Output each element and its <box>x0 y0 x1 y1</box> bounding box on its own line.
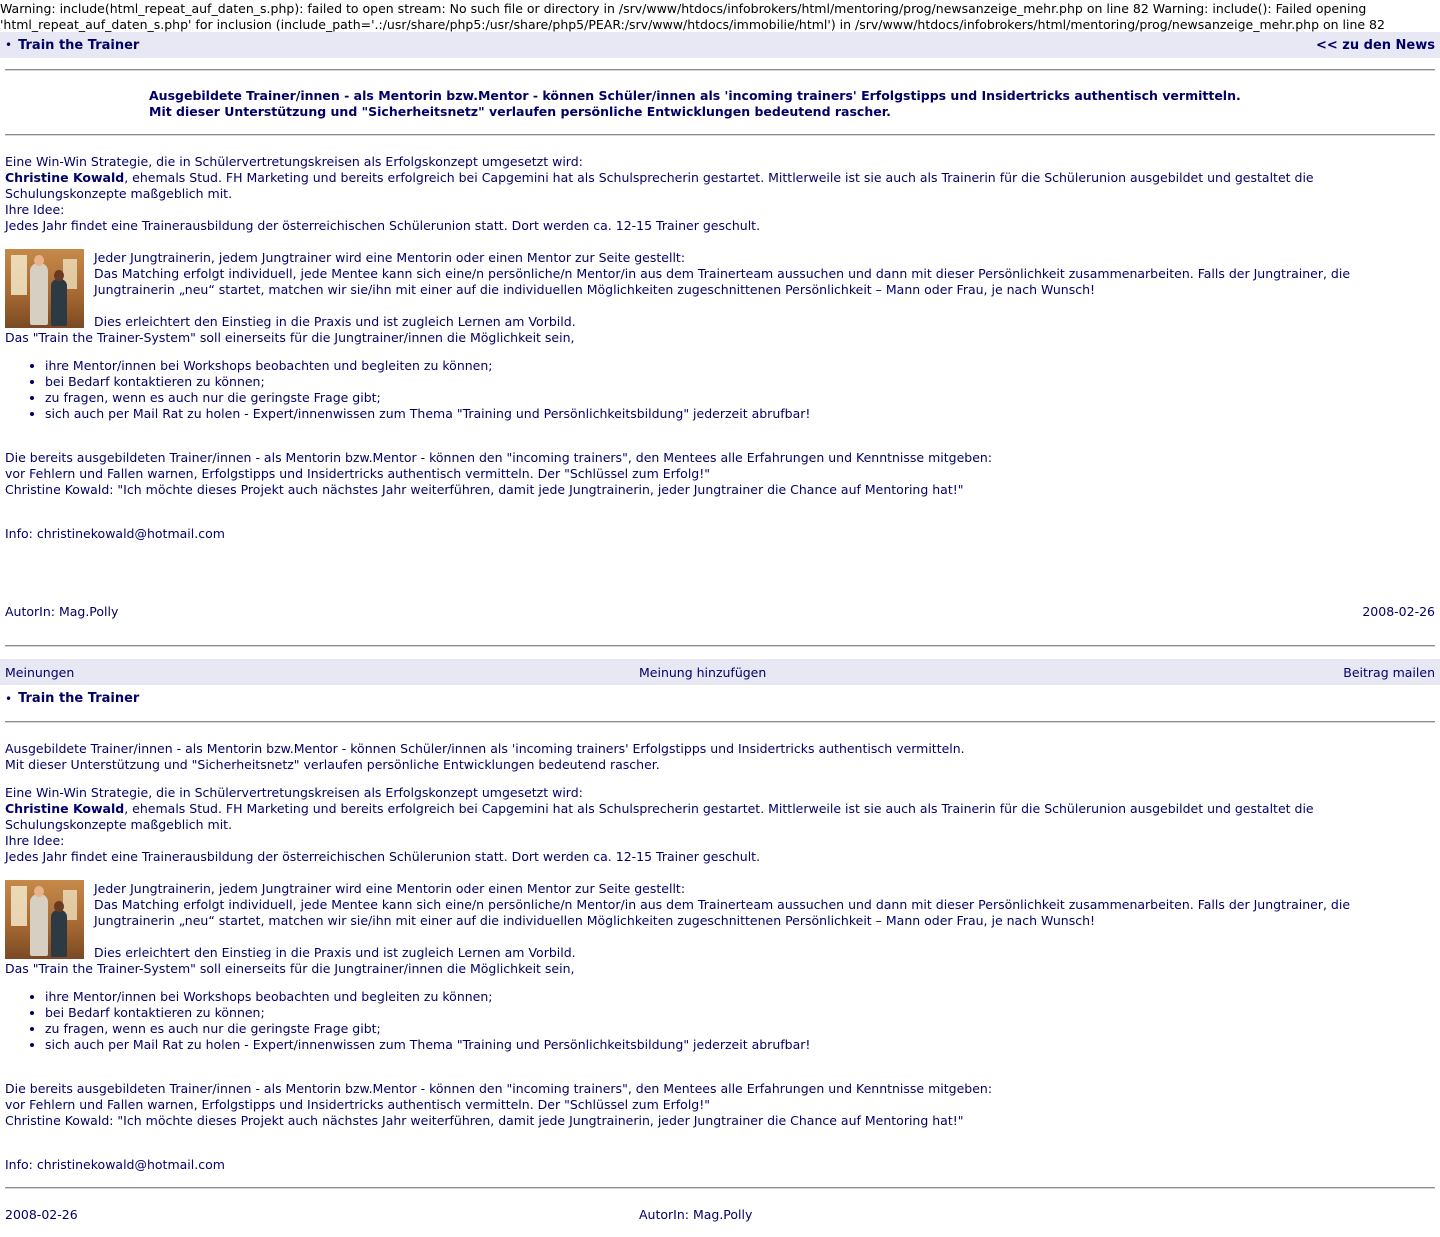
article-photo <box>5 249 84 328</box>
divider <box>5 69 1435 71</box>
lead-line-2: Mit dieser Unterstützung und "Sicherheitsnetz" verlaufen persönliche Entwicklungen bedeutend rascher. <box>5 757 660 772</box>
divider <box>5 721 1435 723</box>
article-header-bar <box>0 32 1440 58</box>
intro-text: Eine Win-Win Strategie, die in Schülervertretungskreisen als Erfolgskonzept umgesetzt wird: <box>5 154 583 169</box>
closing-text-1: Die bereits ausgebildeten Trainer/innen - als Mentorin bzw.Mentor - können den "incoming trainers", den Mentees alle Erfahrungen und Kenntnisse mitgeben: <box>5 1081 993 1096</box>
lead-line-1: Ausgebildete Trainer/innen - als Mentorin bzw.Mentor - können Schüler/innen als 'incoming trainers' Erfolgstipps und Insidertricks authentisch vermitteln. <box>149 88 1241 103</box>
lead-line-2: Mit dieser Unterstützung und "Sicherheitsnetz" verlaufen persönliche Entwicklungen bedeutend rascher. <box>149 104 891 119</box>
mail-post-link[interactable]: Beitrag mailen <box>1343 664 1435 680</box>
article-side-text <box>94 250 1434 330</box>
article-title: Train the Trainer <box>18 37 140 53</box>
divider <box>5 645 1435 647</box>
benefits-list <box>0 358 810 422</box>
article-meta <box>5 604 1435 619</box>
repeat-intro <box>5 785 1425 865</box>
idea-text: Jedes Jahr findet eine Trainerausbildung der österreichischen Schülerunion statt. Dort werden ca. 12-15 Trainer geschult. <box>5 849 761 864</box>
side-text-2: Das Matching erfolgt individuell, jede Mentee kann sich eine/n persönliche/n Mentor/in aus dem Trainerteam aussuchen und dann mit dieser Persönlichkeit zusammenarbeiten. Falls der Jungtrainer, die Jungtrainerin „neu“ startet, matchen wir sie/ihn mit einer auf die individuellen Möglichkeiten zugeschnittenen Persönlichkeit – Mann oder Frau, je nach Wunsch! <box>94 897 1351 928</box>
side-text-1: Jeder Jungtrainerin, jedem Jungtrainer wird eine Mentorin oder einen Mentor zur Seite gestellt: <box>94 250 686 265</box>
intro-text: Eine Win-Win Strategie, die in Schülervertretungskreisen als Erfolgskonzept umgesetzt wird: <box>5 785 583 800</box>
repeat-side-text <box>94 881 1434 961</box>
list-item: • zu fragen, wenn es auch nur die geringste Frage gibt; <box>45 390 810 406</box>
bullet-icon: • <box>5 38 13 52</box>
person-paragraph <box>5 170 1425 202</box>
repeat-title-row <box>5 691 139 707</box>
opinions-link[interactable]: Meinungen <box>5 664 75 680</box>
idea-text: Jedes Jahr findet eine Trainerausbildung der österreichischen Schülerunion statt. Dort werden ca. 12-15 Trainer geschult. <box>5 218 761 233</box>
person-paragraph <box>5 801 1425 833</box>
add-opinion-link[interactable]: Meinung hinzufügen <box>639 664 767 680</box>
person-name: Christine Kowald <box>5 170 125 185</box>
closing-text-3: Christine Kowald: "Ich möchte dieses Projekt auch nächstes Jahr weiterführen, damit jede Jungtrainerin, jeder Jungtrainer die Chance auf Mentoring hat!" <box>5 1113 964 1128</box>
person-text: , ehemals Stud. FH Marketing und bereits erfolgreich bei Capgemini hat als Schulsprecherin gestartet. Mittlerweile ist sie auch als Trainerin für die Schülerunion ausgebildet und gestaltet die Schulungskonzepte maßgeblich mit. <box>5 170 1314 201</box>
list-item: • sich auch per Mail Rat zu holen - Expert/innenwissen zum Thema "Training und Persönlichkeitsbildung" jederzeit abrufbar! <box>45 406 810 422</box>
repeat-lead <box>5 741 965 773</box>
article-closing <box>5 450 992 498</box>
side-text-3: Dies erleichtert den Einstieg in die Praxis und ist zugleich Lernen am Vorbild. <box>94 314 576 329</box>
closing-text-1: Die bereits ausgebildeten Trainer/innen - als Mentorin bzw.Mentor - können den "incoming trainers", den Mentees alle Erfahrungen und Kenntnisse mitgeben: <box>5 450 993 465</box>
system-intro: Das "Train the Trainer-System" soll einerseits für die Jungtrainer/innen die Möglichkeit sein, <box>5 961 575 976</box>
system-intro: Das "Train the Trainer-System" soll einerseits für die Jungtrainer/innen die Möglichkeit sein, <box>5 330 575 345</box>
bullet-icon: • <box>5 692 13 706</box>
lead-line-1: Ausgebildete Trainer/innen - als Mentorin bzw.Mentor - können Schüler/innen als 'incoming trainers' Erfolgstipps und Insidertricks authentisch vermitteln. <box>5 741 965 756</box>
back-to-news-link[interactable]: << zu den News <box>1315 37 1435 53</box>
article-lead <box>149 88 1241 120</box>
side-text-3: Dies erleichtert den Einstieg in die Praxis und ist zugleich Lernen am Vorbild. <box>94 945 576 960</box>
info-contact: Info: christinekowald@hotmail.com <box>5 1157 225 1172</box>
benefits-list <box>0 989 810 1053</box>
list-item: • zu fragen, wenn es auch nur die geringste Frage gibt; <box>45 1021 810 1037</box>
repeat-article-title: Train the Trainer <box>18 691 140 706</box>
article-intro <box>5 154 1425 234</box>
list-item: • bei Bedarf kontaktieren zu können; <box>45 374 810 390</box>
list-item: • sich auch per Mail Rat zu holen - Expert/innenwissen zum Thema "Training und Persönlichkeitsbildung" jederzeit abrufbar! <box>45 1037 810 1053</box>
list-item: • bei Bedarf kontaktieren zu können; <box>45 1005 810 1021</box>
person-text: , ehemals Stud. FH Marketing und bereits erfolgreich bei Capgemini hat als Schulsprecherin gestartet. Mittlerweile ist sie auch als Trainerin für die Schülerunion ausgebildet und gestaltet die Schulungskonzepte maßgeblich mit. <box>5 801 1314 832</box>
closing-text-2: vor Fehlern und Fallen warnen, Erfolgstipps und Insidertricks authentisch vermitteln. Der "Schlüssel zum Erfolg!" <box>5 466 710 481</box>
author-label: AutorIn: Mag.Polly <box>5 604 119 619</box>
closing-text-3: Christine Kowald: "Ich möchte dieses Projekt auch nächstes Jahr weiterführen, damit jede Jungtrainerin, jeder Jungtrainer die Chance auf Mentoring hat!" <box>5 482 964 497</box>
side-text-1: Jeder Jungtrainerin, jedem Jungtrainer wird eine Mentorin oder einen Mentor zur Seite gestellt: <box>94 881 686 896</box>
person-name: Christine Kowald <box>5 801 125 816</box>
idea-label: Ihre Idee: <box>5 833 65 848</box>
info-contact: Info: christinekowald@hotmail.com <box>5 526 225 541</box>
publish-date: 2008-02-26 <box>1362 604 1435 619</box>
article-actions-bar <box>0 659 1440 685</box>
author-label: AutorIn: Mag.Polly <box>639 1207 753 1222</box>
list-item: • ihre Mentor/innen bei Workshops beobachten und begleiten zu können; <box>45 358 810 374</box>
side-text-2: Das Matching erfolgt individuell, jede Mentee kann sich eine/n persönliche/n Mentor/in aus dem Trainerteam aussuchen und dann mit dieser Persönlichkeit zusammenarbeiten. Falls der Jungtrainer, die Jungtrainerin „neu“ startet, matchen wir sie/ihn mit einer auf die individuellen Möglichkeiten zugeschnittenen Persönlichkeit – Mann oder Frau, je nach Wunsch! <box>94 266 1351 297</box>
repeat-closing <box>5 1081 992 1129</box>
divider <box>5 1187 1435 1189</box>
divider <box>5 134 1435 136</box>
publish-date: 2008-02-26 <box>5 1207 78 1222</box>
list-item: • ihre Mentor/innen bei Workshops beobachten und begleiten zu können; <box>45 989 810 1005</box>
article-photo <box>5 880 84 959</box>
idea-label: Ihre Idee: <box>5 202 65 217</box>
closing-text-2: vor Fehlern und Fallen warnen, Erfolgstipps und Insidertricks authentisch vermitteln. Der "Schlüssel zum Erfolg!" <box>5 1097 710 1112</box>
php-warning-message: Warning: include(html_repeat_auf_daten_s.php): failed to open stream: No such file or directory in /srv/www/htdocs/infobrokers/html/mentoring/prog/newsanzeige_mehr.php on line 82 Warning: include(): Failed opening 'html_repeat_auf_daten_s.php' for inclusion (include_path='.:/usr/share/php5:/usr/share/php5/PEAR:/srv/www/htdocs/immobilie/html') in /srv/www/htdocs/infobrokers/html/mentoring/prog/newsanzeige_mehr.php on line 82 <box>0 1 1385 32</box>
